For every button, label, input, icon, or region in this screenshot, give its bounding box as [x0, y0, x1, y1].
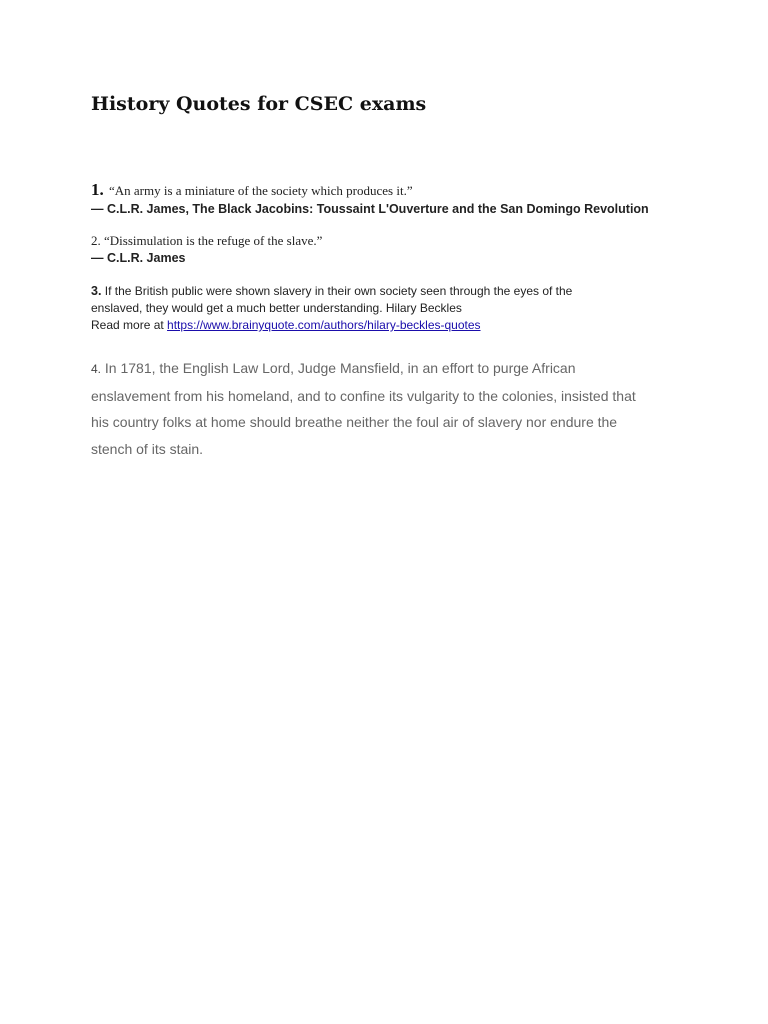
quote-2-line [91, 232, 691, 250]
quote-2-number: 2. [91, 233, 101, 248]
quote-1-attribution: ― C.L.R. James, The Black Jacobins: Toussaint L'Ouverture and the San Domingo Revolution [91, 202, 649, 216]
quote-4-text-2: enslavement from his homeland, and to confine its vulgarity to the colonies, insisted that [91, 387, 636, 404]
quote-4-text-3: his country folks at home should breathe neither the foul air of slavery nor endure the [91, 414, 618, 430]
quote-1 [91, 180, 691, 218]
quote-2-text: “Dissimulation is the refuge of the slave.” [104, 233, 323, 248]
quote-2 [91, 232, 691, 267]
quote-2-attribution: ― C.L.R. James [91, 251, 186, 265]
quote-3 [91, 283, 691, 334]
quote-4-text-1: In 1781, the English Law Lord, Judge Mansfield, in an effort to purge African [101, 360, 576, 376]
document-title: History Quotes for CSEC exams [91, 93, 427, 115]
quote-3-line-1 [91, 283, 691, 300]
quote-1-line [91, 180, 691, 201]
quote-4-line-1 [91, 355, 691, 383]
quote-3-text-2: enslaved, they would get a much better understanding. Hilary Beckles [91, 301, 462, 315]
quote-4-text-4: stench of its stain. [91, 440, 204, 457]
quote-1-text: “An army is a miniature of the society which produces it.” [109, 183, 413, 198]
quote-4 [91, 355, 691, 462]
quote-4-number: 4. [91, 362, 102, 376]
quote-3-text-1: If the British public were shown slavery in their own society seen through the eyes of the [104, 284, 573, 298]
quote-3-number: 3. [91, 284, 102, 298]
quote-1-number: 1. [91, 180, 104, 199]
quote-3-read-more [91, 317, 691, 334]
brainyquote-link[interactable]: https://www.brainyquote.com/authors/hilary-beckles-quotes [167, 318, 481, 332]
read-more-label: Read more at [91, 318, 168, 332]
